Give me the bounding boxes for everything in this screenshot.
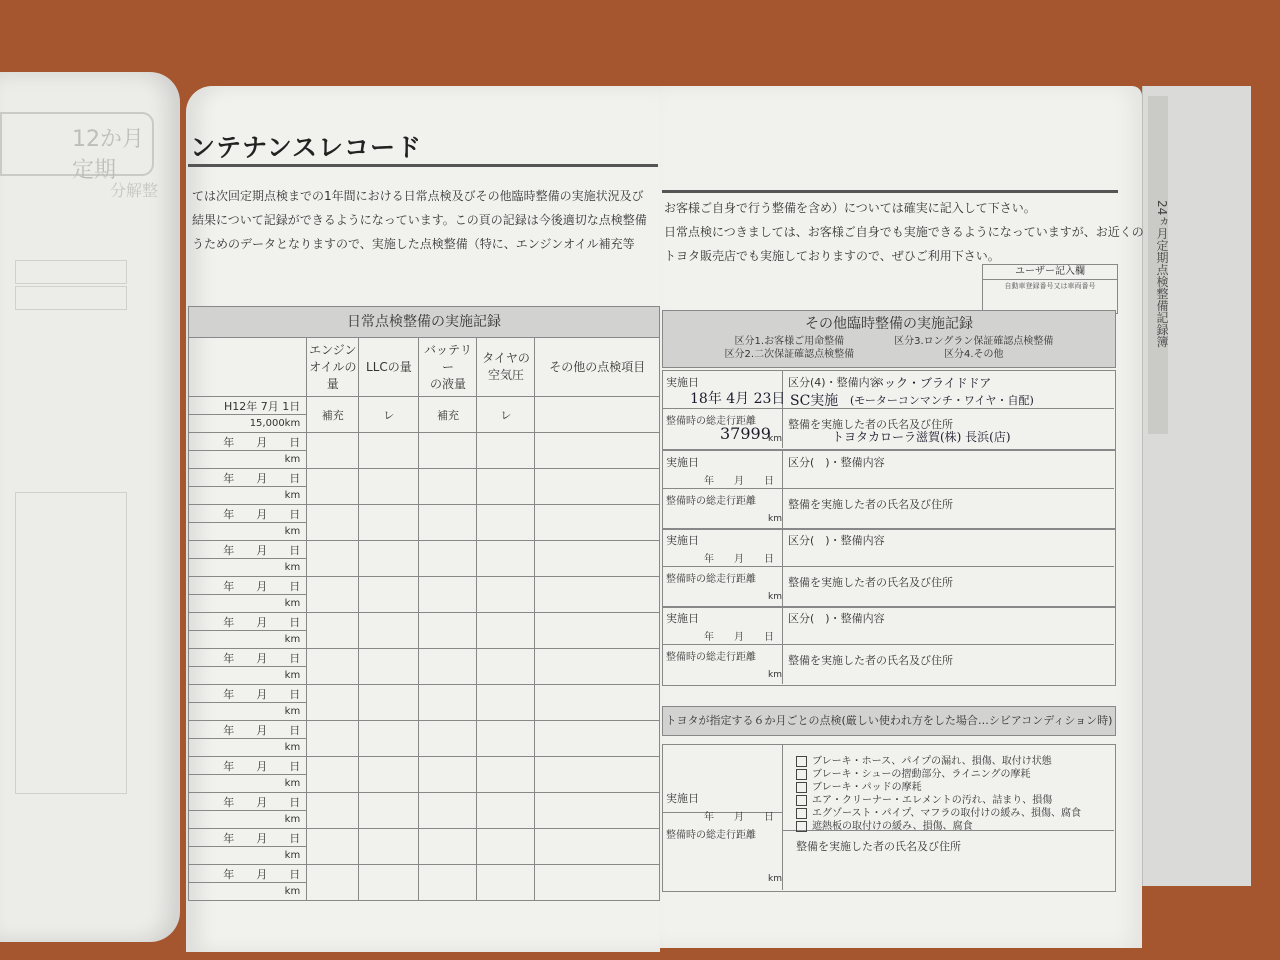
daily-column-header: バッテリー の液量	[419, 338, 477, 397]
daily-record-table	[188, 337, 660, 901]
category-3-label: 区分3.ロングラン保証確認点検整備	[894, 336, 1054, 347]
previous-page-heading-box	[0, 112, 154, 183]
six-month-item: ブレーキ・シューの摺動部分、ライニングの摩耗	[796, 765, 1031, 780]
daily-value-cell[interactable]	[477, 613, 535, 649]
other-record	[662, 528, 1116, 608]
daily-value-cell[interactable]	[307, 649, 359, 685]
divider	[662, 408, 782, 409]
previous-page-sub: 分解整	[110, 181, 159, 200]
daily-value-cell[interactable]	[419, 577, 477, 613]
daily-value-cell[interactable]	[419, 793, 477, 829]
daily-date-cell[interactable]: 年 月 日	[189, 469, 307, 487]
daily-record-row	[189, 469, 660, 487]
daily-value-cell[interactable]	[535, 541, 660, 577]
title-rule	[188, 164, 658, 167]
daily-km-cell[interactable]: 15,000km	[189, 415, 307, 433]
date-label: 実施日	[666, 456, 699, 469]
daily-date-cell[interactable]: 年 月 日	[189, 757, 307, 775]
km-unit: km	[768, 514, 782, 524]
previous-page-strip	[15, 286, 127, 310]
daily-value-cell[interactable]	[419, 829, 477, 865]
category-label: 区分( )・整備内容	[788, 456, 885, 469]
daily-value-cell[interactable]	[535, 793, 660, 829]
daily-value-cell[interactable]	[477, 829, 535, 865]
divider	[782, 488, 1114, 489]
daily-km-cell[interactable]: km	[189, 559, 307, 577]
divider	[662, 488, 782, 489]
daily-km-cell[interactable]: km	[189, 739, 307, 757]
daily-value-cell[interactable]	[359, 829, 419, 865]
daily-value-cell[interactable]	[477, 685, 535, 721]
mileage-label: 整備時の総走行距離	[666, 574, 756, 585]
six-month-item: エア・クリーナー・エレメントの汚れ、詰まり、損傷	[796, 791, 1052, 806]
daily-value-cell[interactable]	[535, 685, 660, 721]
daily-km-cell[interactable]: km	[189, 703, 307, 721]
daily-date-cell[interactable]: H12年 7月 1日	[189, 397, 307, 415]
intro-line: お客様ご自身で行う整備を含め）については確実に記入して下さい。	[664, 201, 1036, 215]
daily-value-cell[interactable]	[359, 613, 419, 649]
daily-record-row	[189, 649, 660, 667]
other-record	[662, 450, 1116, 530]
intro-line: トヨタ販売店でも実施しておりますので、ぜひご利用下さい。	[664, 249, 1000, 263]
page-title: ンテナンスレコード	[190, 133, 423, 162]
daily-record-row	[189, 865, 660, 883]
daily-value-cell[interactable]	[359, 757, 419, 793]
other-record-header	[662, 310, 1116, 368]
daily-record-row	[189, 685, 660, 703]
daily-record-row	[189, 397, 660, 415]
daily-value-cell[interactable]	[477, 721, 535, 757]
daily-value-cell[interactable]	[307, 433, 359, 469]
intro-line: 結果について記録ができるようになっています。この頁の記録は今後適切な点検整備	[192, 213, 647, 227]
daily-record-row	[189, 577, 660, 595]
daily-value-cell[interactable]	[359, 865, 419, 901]
daily-date-cell[interactable]: 年 月 日	[189, 685, 307, 703]
daily-record-row	[189, 505, 660, 523]
daily-date-cell[interactable]: 年 月 日	[189, 649, 307, 667]
daily-km-cell[interactable]: km	[189, 451, 307, 469]
km-unit: km	[768, 434, 782, 444]
category-1-label: 区分1.お客様ご用命整備	[734, 336, 845, 347]
daily-value-cell[interactable]: レ	[477, 397, 535, 433]
daily-value-cell[interactable]	[419, 433, 477, 469]
daily-value-cell[interactable]	[419, 541, 477, 577]
checkbox[interactable]	[796, 821, 807, 832]
date-label: 実施日	[666, 376, 699, 389]
daily-value-cell[interactable]	[307, 829, 359, 865]
handwritten-km[interactable]: 37999	[720, 424, 771, 443]
user-entry-label: ユーザー記入欄	[983, 265, 1117, 280]
category-label: 区分(4)・整備内容	[788, 376, 881, 389]
daily-date-cell[interactable]: 年 月 日	[189, 505, 307, 523]
daily-value-cell[interactable]	[359, 577, 419, 613]
date-format: 年 月 日	[704, 476, 774, 487]
daily-value-cell[interactable]: 補充	[419, 397, 477, 433]
handwritten-content[interactable]: バック・ブライドドア	[872, 376, 992, 390]
daily-value-cell[interactable]	[359, 685, 419, 721]
handwritten-content[interactable]: (モーターコンマンチ・ワイヤ・自配)	[850, 394, 1034, 407]
daily-value-cell[interactable]	[535, 469, 660, 505]
spine-tab: 24ヵ月定期点検整備記録簿	[1148, 96, 1168, 434]
intro-line: ては次回定期点検までの1年間における日常点検及びその他臨時整備の実施状況及び	[192, 189, 644, 203]
daily-value-cell[interactable]	[419, 865, 477, 901]
divider	[782, 744, 783, 890]
blank-header-cell	[189, 338, 307, 397]
daily-value-cell[interactable]	[477, 433, 535, 469]
daily-value-cell[interactable]	[307, 685, 359, 721]
date-format: 年 月 日	[704, 554, 774, 565]
daily-record-row	[189, 613, 660, 631]
daily-value-cell[interactable]	[535, 649, 660, 685]
six-month-header: トヨタが指定する６か月ごとの点検(厳しい使われ方をした場合…シビアコンディション時)	[662, 706, 1116, 736]
daily-value-cell[interactable]	[419, 685, 477, 721]
previous-page-heading: 12か月定期	[72, 127, 144, 183]
daily-record-row	[189, 829, 660, 847]
six-month-km-unit: km	[768, 874, 782, 884]
daily-record-row	[189, 433, 660, 451]
daily-value-cell[interactable]: レ	[359, 397, 419, 433]
daily-date-cell[interactable]: 年 月 日	[189, 793, 307, 811]
previous-page	[0, 72, 180, 942]
daily-value-cell[interactable]	[477, 793, 535, 829]
daily-value-cell[interactable]	[359, 649, 419, 685]
person-label: 整備を実施した者の氏名及び住所	[788, 576, 953, 589]
daily-value-cell[interactable]	[307, 505, 359, 541]
daily-value-cell[interactable]	[307, 613, 359, 649]
divider	[782, 606, 783, 684]
mileage-label: 整備時の総走行距離	[666, 496, 756, 507]
daily-record-row	[189, 757, 660, 775]
daily-km-cell[interactable]: km	[189, 847, 307, 865]
daily-value-cell[interactable]	[359, 721, 419, 757]
daily-value-cell[interactable]	[477, 649, 535, 685]
daily-km-cell[interactable]: km	[189, 487, 307, 505]
daily-value-cell[interactable]	[419, 757, 477, 793]
category-4-label: 区分4.その他	[943, 349, 1004, 360]
divider	[782, 370, 783, 448]
daily-value-cell[interactable]	[307, 577, 359, 613]
daily-column-header: その他の点検項目	[535, 338, 660, 397]
user-entry-box	[982, 264, 1118, 314]
daily-value-cell[interactable]	[419, 721, 477, 757]
intro-line: 日常点検につきましては、お客様ご自身でも実施できるようになっていますが、お近くの	[664, 225, 1144, 239]
daily-value-cell[interactable]	[535, 433, 660, 469]
divider	[662, 566, 782, 567]
daily-value-cell[interactable]	[477, 505, 535, 541]
daily-value-cell[interactable]	[419, 505, 477, 541]
daily-date-cell[interactable]: 年 月 日	[189, 865, 307, 883]
daily-record-row	[189, 793, 660, 811]
daily-date-cell[interactable]: 年 月 日	[189, 721, 307, 739]
person-label: 整備を実施した者の氏名及び住所	[788, 654, 953, 667]
daily-value-cell[interactable]	[307, 757, 359, 793]
km-unit: km	[768, 670, 782, 680]
six-month-mileage-label: 整備時の総走行距離	[666, 830, 756, 841]
daily-date-cell[interactable]: 年 月 日	[189, 829, 307, 847]
previous-page-checklist	[15, 492, 127, 794]
other-record-title: その他臨時整備の実施記録	[805, 316, 973, 332]
daily-km-cell[interactable]: km	[189, 631, 307, 649]
daily-value-cell[interactable]	[307, 721, 359, 757]
daily-record-row	[189, 721, 660, 739]
category-label: 区分( )・整備内容	[788, 534, 885, 547]
daily-value-cell[interactable]	[359, 433, 419, 469]
daily-date-cell[interactable]: 年 月 日	[189, 577, 307, 595]
six-month-date-label: 実施日	[666, 792, 699, 805]
daily-value-cell[interactable]	[419, 649, 477, 685]
daily-column-header: タイヤの 空気圧	[477, 338, 535, 397]
previous-page-strip	[15, 260, 127, 284]
daily-value-cell[interactable]	[535, 397, 660, 433]
daily-value-cell[interactable]	[477, 757, 535, 793]
daily-km-cell[interactable]: km	[189, 775, 307, 793]
daily-column-header: エンジン オイルの 量	[307, 338, 359, 397]
six-month-item: ブレーキ・ホース、パイプの漏れ、損傷、取付け状態	[796, 752, 1052, 767]
daily-value-cell[interactable]	[477, 469, 535, 505]
daily-value-cell[interactable]	[359, 505, 419, 541]
date-label: 実施日	[666, 612, 699, 625]
six-month-date-format: 年 月 日	[704, 812, 774, 823]
mileage-label: 整備時の総走行距離	[666, 416, 756, 427]
date-label: 実施日	[666, 534, 699, 547]
daily-date-cell[interactable]: 年 月 日	[189, 613, 307, 631]
six-month-item: エグゾースト・パイプ、マフラの取付けの緩み、損傷、腐食	[796, 804, 1081, 819]
other-record	[662, 606, 1116, 686]
six-month-item: ブレーキ・パッドの摩耗	[796, 778, 922, 793]
title-rule	[662, 190, 1118, 193]
divider	[782, 450, 783, 528]
daily-value-cell[interactable]	[307, 793, 359, 829]
daily-value-cell[interactable]	[359, 541, 419, 577]
daily-value-cell[interactable]	[477, 577, 535, 613]
intro-line: うためのデータとなりますので、実施した点検整備（特に、エンジンオイル補充等	[192, 237, 635, 251]
daily-value-cell[interactable]	[307, 541, 359, 577]
category-2-label: 区分2.二次保証確認点検整備	[724, 349, 855, 360]
daily-km-cell[interactable]: km	[189, 883, 307, 901]
daily-km-cell[interactable]: km	[189, 595, 307, 613]
user-entry-sub: 自動車登録番号又は車両番号	[1004, 282, 1096, 290]
daily-date-cell[interactable]: 年 月 日	[189, 433, 307, 451]
daily-column-header: LLCの量	[359, 338, 419, 397]
daily-value-cell[interactable]	[419, 613, 477, 649]
daily-value-cell[interactable]	[419, 469, 477, 505]
handwritten-date[interactable]: 18年 4月 23日	[690, 391, 786, 407]
daily-km-cell[interactable]: km	[189, 523, 307, 541]
daily-value-cell[interactable]	[307, 865, 359, 901]
daily-value-cell[interactable]	[477, 865, 535, 901]
date-format: 年 月 日	[704, 632, 774, 643]
daily-value-cell[interactable]	[535, 865, 660, 901]
daily-record-row	[189, 541, 660, 559]
daily-value-cell[interactable]	[307, 469, 359, 505]
handwritten-person[interactable]: トヨタカローラ滋賀(株) 長浜(店)	[832, 430, 1011, 444]
daily-value-cell[interactable]	[535, 577, 660, 613]
daily-km-cell[interactable]: km	[189, 811, 307, 829]
daily-value-cell[interactable]	[477, 541, 535, 577]
daily-value-cell[interactable]	[535, 505, 660, 541]
person-label: 整備を実施した者の氏名及び住所	[788, 418, 953, 431]
daily-value-cell[interactable]	[359, 793, 419, 829]
category-label: 区分( )・整備内容	[788, 612, 885, 625]
daily-km-cell[interactable]: km	[189, 667, 307, 685]
handwritten-content[interactable]: SC実施	[790, 393, 839, 409]
km-unit: km	[768, 592, 782, 602]
six-month-item: 遮熱板の取付けの緩み、損傷、腐食	[796, 817, 973, 832]
divider	[782, 566, 1114, 567]
daily-value-cell[interactable]	[535, 721, 660, 757]
person-label: 整備を実施した者の氏名及び住所	[788, 498, 953, 511]
daily-header-row	[189, 338, 660, 397]
divider	[782, 644, 1114, 645]
daily-value-cell[interactable]	[535, 757, 660, 793]
daily-date-cell[interactable]: 年 月 日	[189, 541, 307, 559]
daily-record-header: 日常点検整備の実施記録	[188, 306, 660, 338]
daily-value-cell[interactable]	[535, 829, 660, 865]
daily-value-cell[interactable]	[359, 469, 419, 505]
divider	[662, 644, 782, 645]
six-month-person-label: 整備を実施した者の氏名及び住所	[796, 840, 961, 853]
daily-value-cell[interactable]	[535, 613, 660, 649]
daily-value-cell[interactable]: 補充	[307, 397, 359, 433]
divider	[782, 528, 783, 606]
mileage-label: 整備時の総走行距離	[666, 652, 756, 663]
